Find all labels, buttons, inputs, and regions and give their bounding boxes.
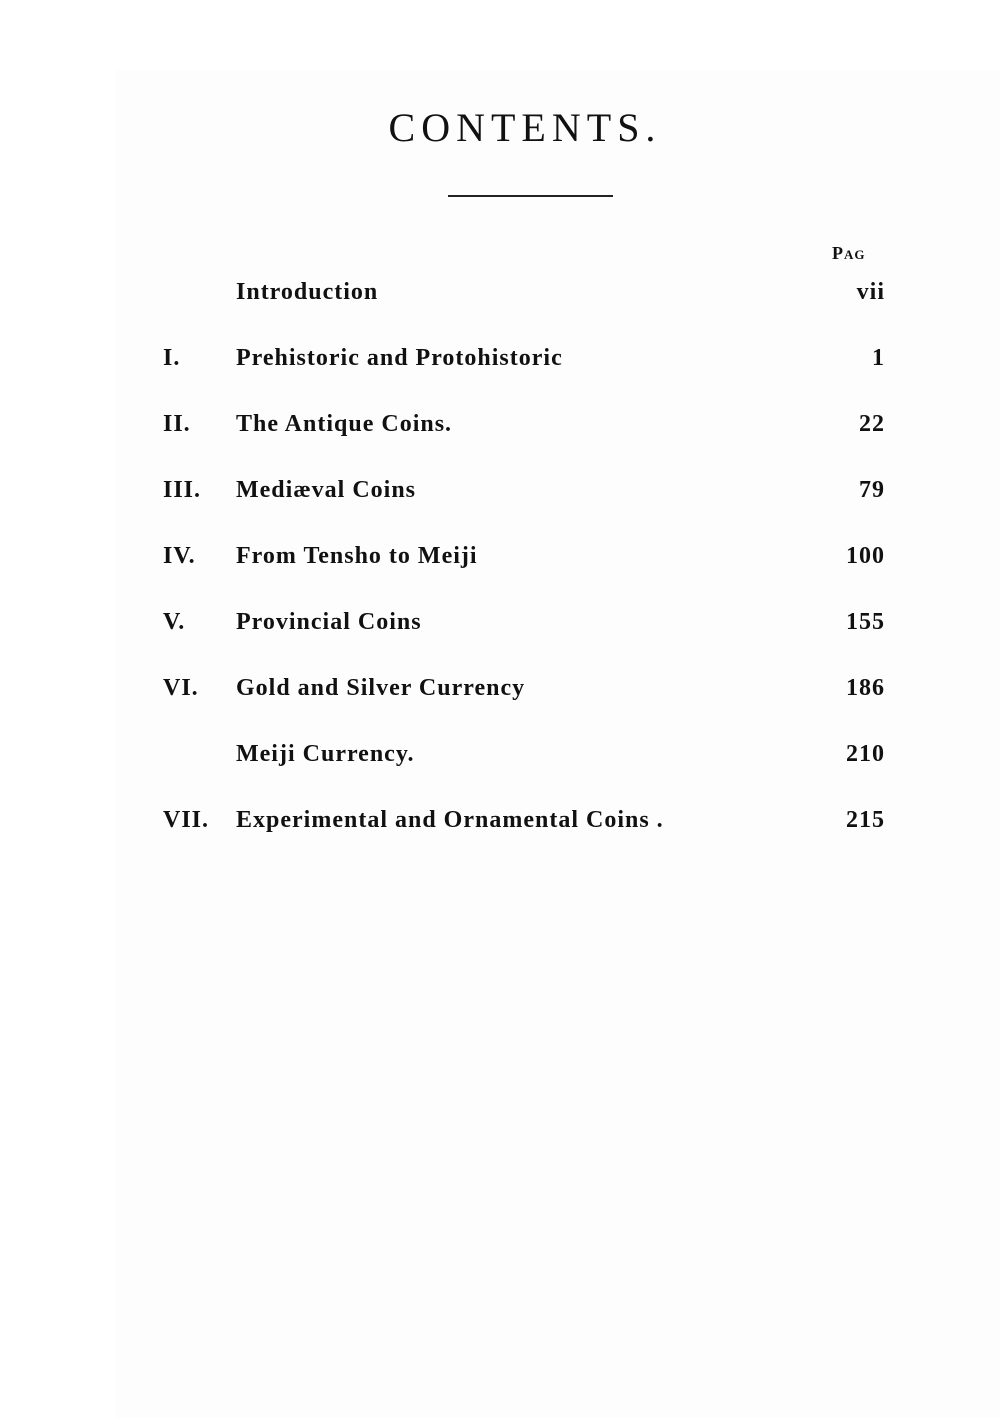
toc-entry-page: 215 — [846, 807, 885, 833]
toc-entry — [0, 341, 1000, 375]
toc-entry — [0, 473, 1000, 507]
toc-entry-number: II. — [163, 411, 191, 437]
toc-entry-page: 100 — [846, 543, 885, 569]
toc-entry — [0, 671, 1000, 705]
toc-entry-title: Experimental and Ornamental Coins . — [236, 807, 664, 833]
toc-entry-page: 22 — [859, 411, 885, 437]
toc-entry-title: Provincial Coins — [236, 609, 422, 635]
toc-entry-number: I. — [163, 345, 181, 371]
toc-entry-title: Meiji Currency. — [236, 741, 415, 767]
toc-entry — [0, 803, 1000, 837]
toc-entry-title: From Tensho to Meiji — [236, 543, 478, 569]
toc-entry-title: Prehistoric and Protohistoric — [236, 345, 563, 371]
page-title: CONTENTS. — [388, 105, 662, 150]
toc-entry — [0, 539, 1000, 573]
toc-entry-title: Mediæval Coins — [236, 477, 417, 503]
toc-entry-page: 1 — [872, 345, 885, 371]
toc-entry — [0, 605, 1000, 639]
toc-entry-number: III. — [163, 477, 202, 503]
title-divider — [448, 195, 613, 197]
toc-entry-number: V. — [163, 609, 186, 635]
toc-entry-page: 155 — [846, 609, 885, 635]
toc-entry-title: The Antique Coins. — [236, 411, 453, 437]
toc-entry-page: 79 — [859, 477, 885, 503]
toc-entry-title: Introduction — [236, 279, 379, 305]
toc-entry — [0, 737, 1000, 771]
toc-entry-number: VI. — [163, 675, 199, 701]
toc-entry-page: 210 — [846, 741, 885, 767]
toc-entry — [0, 407, 1000, 441]
toc-entry-title: Gold and Silver Currency — [236, 675, 526, 701]
toc-entry-page: vii — [856, 279, 885, 305]
toc-entry — [0, 275, 1000, 309]
toc-entry-page: 186 — [846, 675, 885, 701]
page-column-label: Pag — [832, 243, 866, 263]
toc-entry-number: IV. — [163, 543, 196, 569]
toc-entry-number: VII. — [163, 807, 210, 833]
